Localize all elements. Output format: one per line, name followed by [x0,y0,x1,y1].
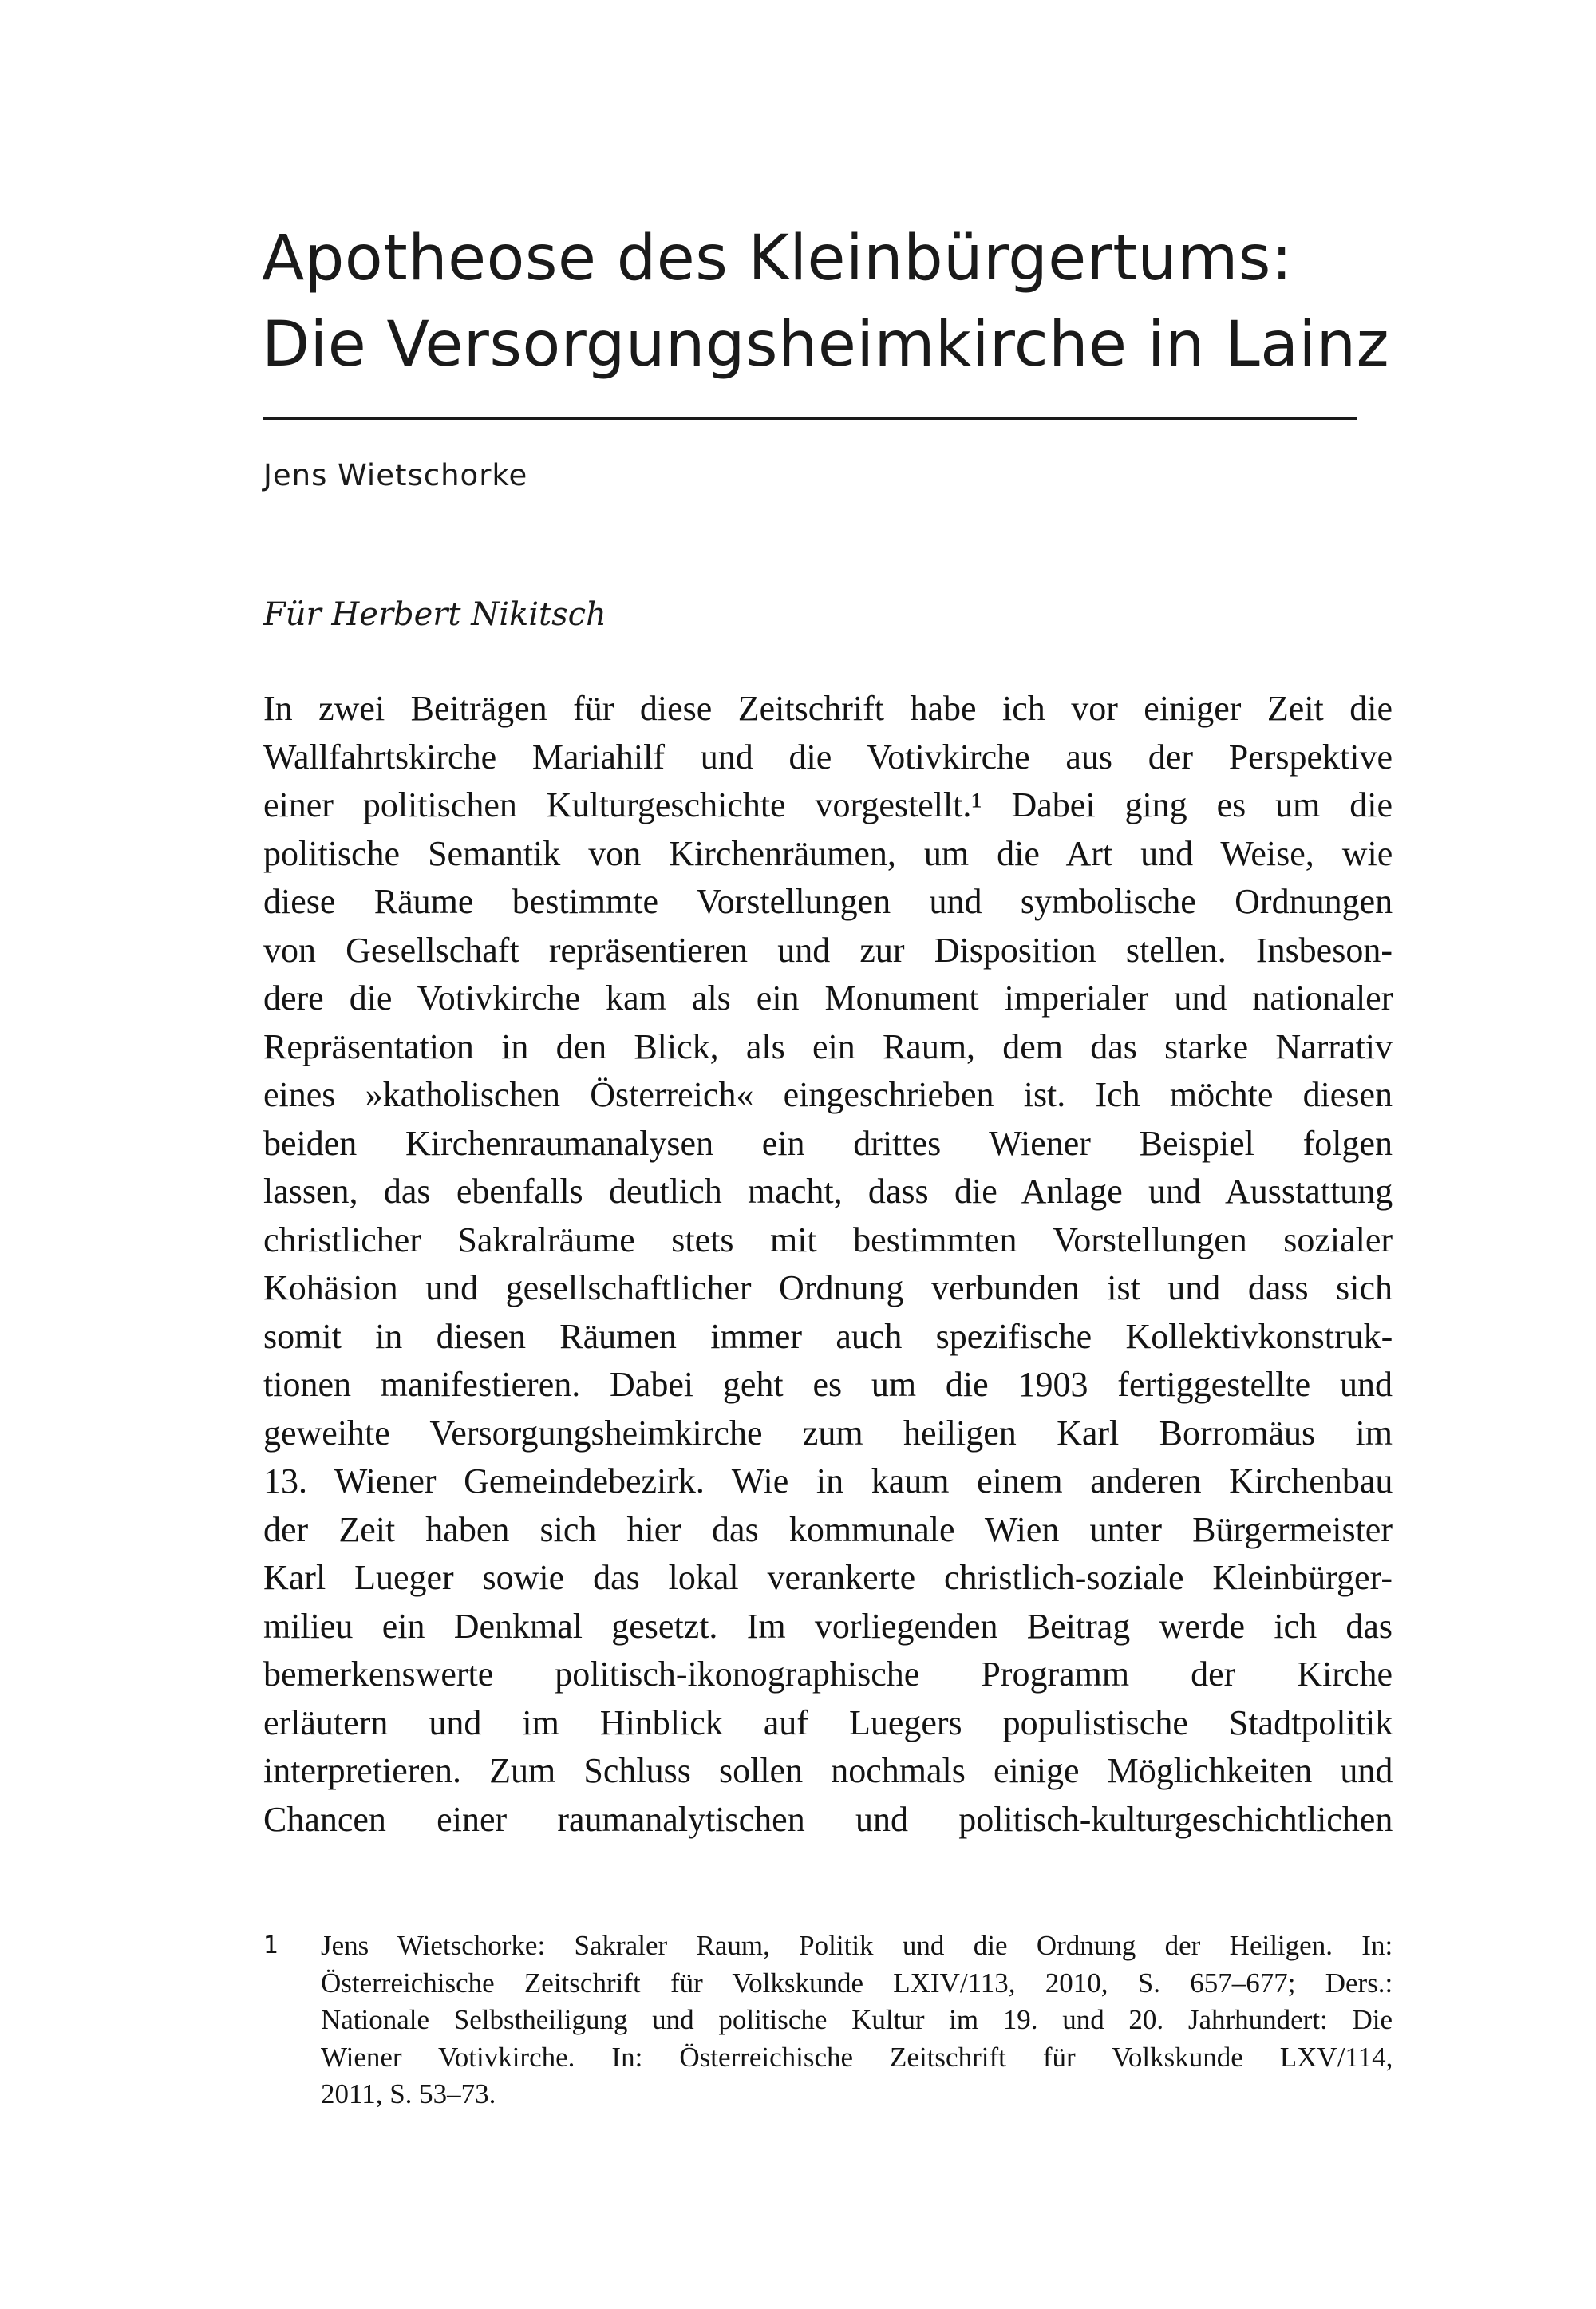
body-line: geweihte Versorgungsheimkirche zum heiligen Karl Borromäus im [263,1413,1393,1453]
footnote-line: Nationale Selbstheiligung und politische Kultur im 19. und 20. Jahrhundert: Die [321,2004,1393,2035]
body-line: interpretieren. Zum Schluss sollen nochmals einige Möglichkeiten und [263,1751,1393,1790]
body-line: bemerkenswerte politisch-ikonographische Programm der Kirche [263,1655,1393,1694]
body-line: diese Räume bestimmte Vorstellungen und symbolische Ordnungen [263,882,1393,921]
body-line: somit in diesen Räumen immer auch spezifische Kollektivkonstruk- [263,1316,1393,1356]
footnote-line: Wiener Votivkirche. In: Österreichische Zeitschrift für Volkskunde LXV/114, [321,2041,1393,2073]
body-line: 13. Wiener Gemeindebezirk. Wie in kaum einem anderen Kirchenbau [263,1461,1393,1500]
dedication: Für Herbert Nikitsch [263,596,606,633]
body-line: Repräsentation in den Blick, als ein Raum, dem das starke Narrativ [263,1026,1393,1066]
body-line: lassen, das ebenfalls deutlich macht, dass die Anlage und Ausstattung [263,1172,1393,1211]
body-line: eines »katholischen Österreich« eingeschrieben ist. Ich möchte diesen [263,1075,1393,1114]
body-line: erläutern und im Hinblick auf Luegers populistische Stadtpolitik [263,1702,1393,1742]
body-line: einer politischen Kulturgeschichte vorgestellt.¹ Dabei ging es um die [263,785,1393,824]
body-line: tionen manifestieren. Dabei geht es um die 1903 fertiggestellte und [263,1365,1393,1404]
body-line: milieu ein Denkmal gesetzt. Im vorliegenden Beitrag werde ich das [263,1606,1393,1646]
body-line: Kohäsion und gesellschaftlicher Ordnung verbunden ist und dass sich [263,1268,1393,1307]
body-line: Karl Lueger sowie das lokal verankerte christlich-soziale Kleinbürger- [263,1558,1393,1597]
footnote-line: Jens Wietschorke: Sakraler Raum, Politik und die Ordnung der Heiligen. In: [321,1930,1393,1961]
footnote-text [321,1927,1393,2113]
title-line-2: Die Versorgungsheimkirche in Lainz [262,309,1390,381]
body-line: christlicher Sakralräume stets mit bestimmten Vorstellungen sozialer [263,1220,1393,1259]
body-line: politische Semantik von Kirchenräumen, um die Art und Weise, wie [263,833,1393,873]
footnote-number: 1 [263,1931,279,1959]
body-line: Wallfahrtskirche Mariahilf und die Votivkirche aus der Perspektive [263,737,1393,777]
article-title [262,215,1390,388]
footnote-line: Österreichische Zeitschrift für Volkskunde LXIV/113, 2010, S. 657–677; Ders.: [321,1967,1393,1999]
body-line: der Zeit haben sich hier das kommunale Wien unter Bürgermeister [263,1509,1393,1549]
body-line: beiden Kirchenraumanalysen ein drittes Wiener Beispiel folgen [263,1123,1393,1163]
author-name: Jens Wietschorke [263,458,528,492]
title-line-1: Apotheose des Kleinbürgertums: [262,223,1293,295]
body-line: Chancen einer raumanalytischen und politisch-kulturgeschichtlichen [263,1799,1393,1839]
title-rule [263,417,1357,420]
footnote-line: 2011, S. 53–73. [321,2078,496,2109]
body-paragraph [263,685,1393,1844]
body-line: In zwei Beiträgen für diese Zeitschrift habe ich vor einiger Zeit die [263,689,1393,728]
body-line: dere die Votivkirche kam als ein Monument imperialer und nationaler [263,979,1393,1018]
body-line: von Gesellschaft repräsentieren und zur Disposition stellen. Insbeson- [263,930,1393,970]
